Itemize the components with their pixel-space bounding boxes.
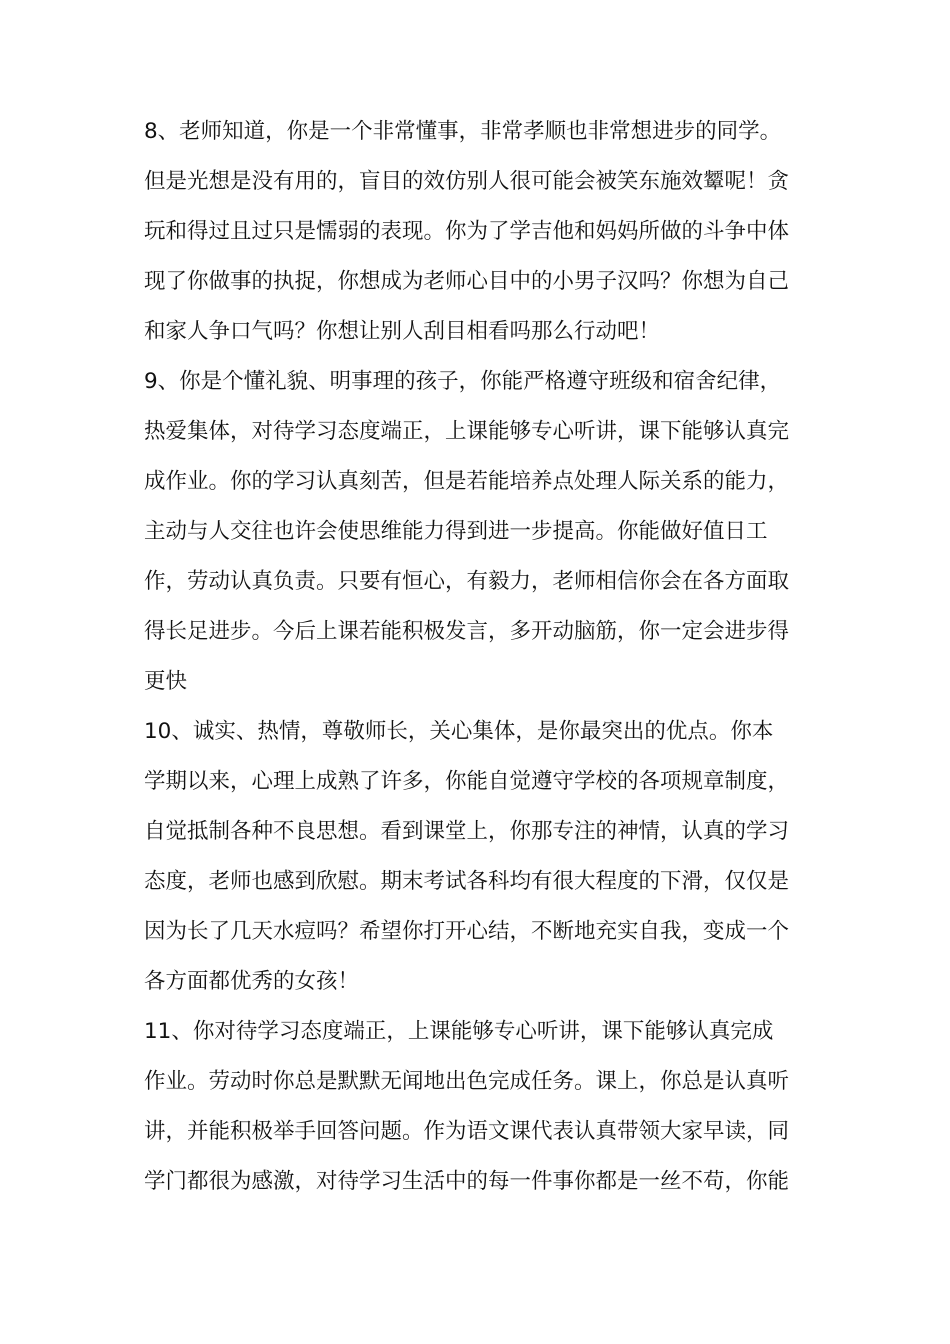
paragraph-8 — [144, 107, 810, 357]
text-line: 作，劳动认真负责。只要有恒心，有毅力，老师相信你会在各方面取 — [144, 569, 790, 594]
text-line: 9、你是个懂礼貌、明事理的孩子，你能严格遵守班级和宿舍纪律， — [144, 369, 782, 394]
text-line: 学门都很为感激，对待学习生活中的每一件事你都是一丝不苟，你能 — [144, 1169, 790, 1194]
text-line: 更快 — [144, 669, 188, 694]
text-line: 因为长了几天水痘吗？希望你打开心结，不断地充实自我，变成一个 — [144, 919, 790, 944]
text-line: 得长足进步。今后上课若能积极发言，多开动脑筋，你一定会进步得 — [144, 619, 790, 644]
text-line: 10、诚实、热情，尊敬师长，关心集体，是你最突出的优点。你本 — [144, 719, 774, 744]
text-line: 但是光想是没有用的，盲目的效仿别人很可能会被笑东施效颦呢！贪 — [144, 169, 790, 194]
paragraph-10 — [144, 707, 810, 1007]
text-line: 玩和得过且过只是懦弱的表现。你为了学吉他和妈妈所做的斗争中体 — [144, 219, 790, 244]
text-line: 主动与人交往也许会使思维能力得到进一步提高。你能做好值日工 — [144, 519, 768, 544]
text-line: 11、你对待学习态度端正，上课能够专心听讲，课下能够认真完成 — [144, 1019, 774, 1044]
text-line: 热爱集体，对待学习态度端正，上课能够专心听讲，课下能够认真完 — [144, 419, 790, 444]
text-line: 成作业。你的学习认真刻苦，但是若能培养点处理人际关系的能力， — [144, 469, 790, 494]
text-line: 现了你做事的执捉，你想成为老师心目中的小男子汉吗？你想为自己 — [144, 269, 790, 294]
text-line: 学期以来，心理上成熟了许多，你能自觉遵守学校的各项规章制度， — [144, 769, 790, 794]
text-line: 各方面都优秀的女孩！ — [144, 969, 360, 994]
text-line: 8、老师知道，你是一个非常懂事，非常孝顺也非常想进步的同学。 — [144, 119, 782, 144]
document-page — [144, 107, 810, 1207]
text-line: 自觉抵制各种不良思想。看到课堂上，你那专注的神情，认真的学习 — [144, 819, 790, 844]
text-line: 讲，并能积极举手回答问题。作为语文课代表认真带领大家早读，同 — [144, 1119, 790, 1144]
text-line: 和家人争口气吗？你想让别人刮目相看吗那么行动吧！ — [144, 319, 661, 344]
text-line: 作业。劳动时你总是默默无闻地出色完成任务。课上，你总是认真听 — [144, 1069, 790, 1094]
text-line: 态度，老师也感到欣慰。期末考试各科均有很大程度的下滑，仅仅是 — [144, 869, 790, 894]
paragraph-11 — [144, 1007, 810, 1207]
paragraph-9 — [144, 357, 810, 707]
